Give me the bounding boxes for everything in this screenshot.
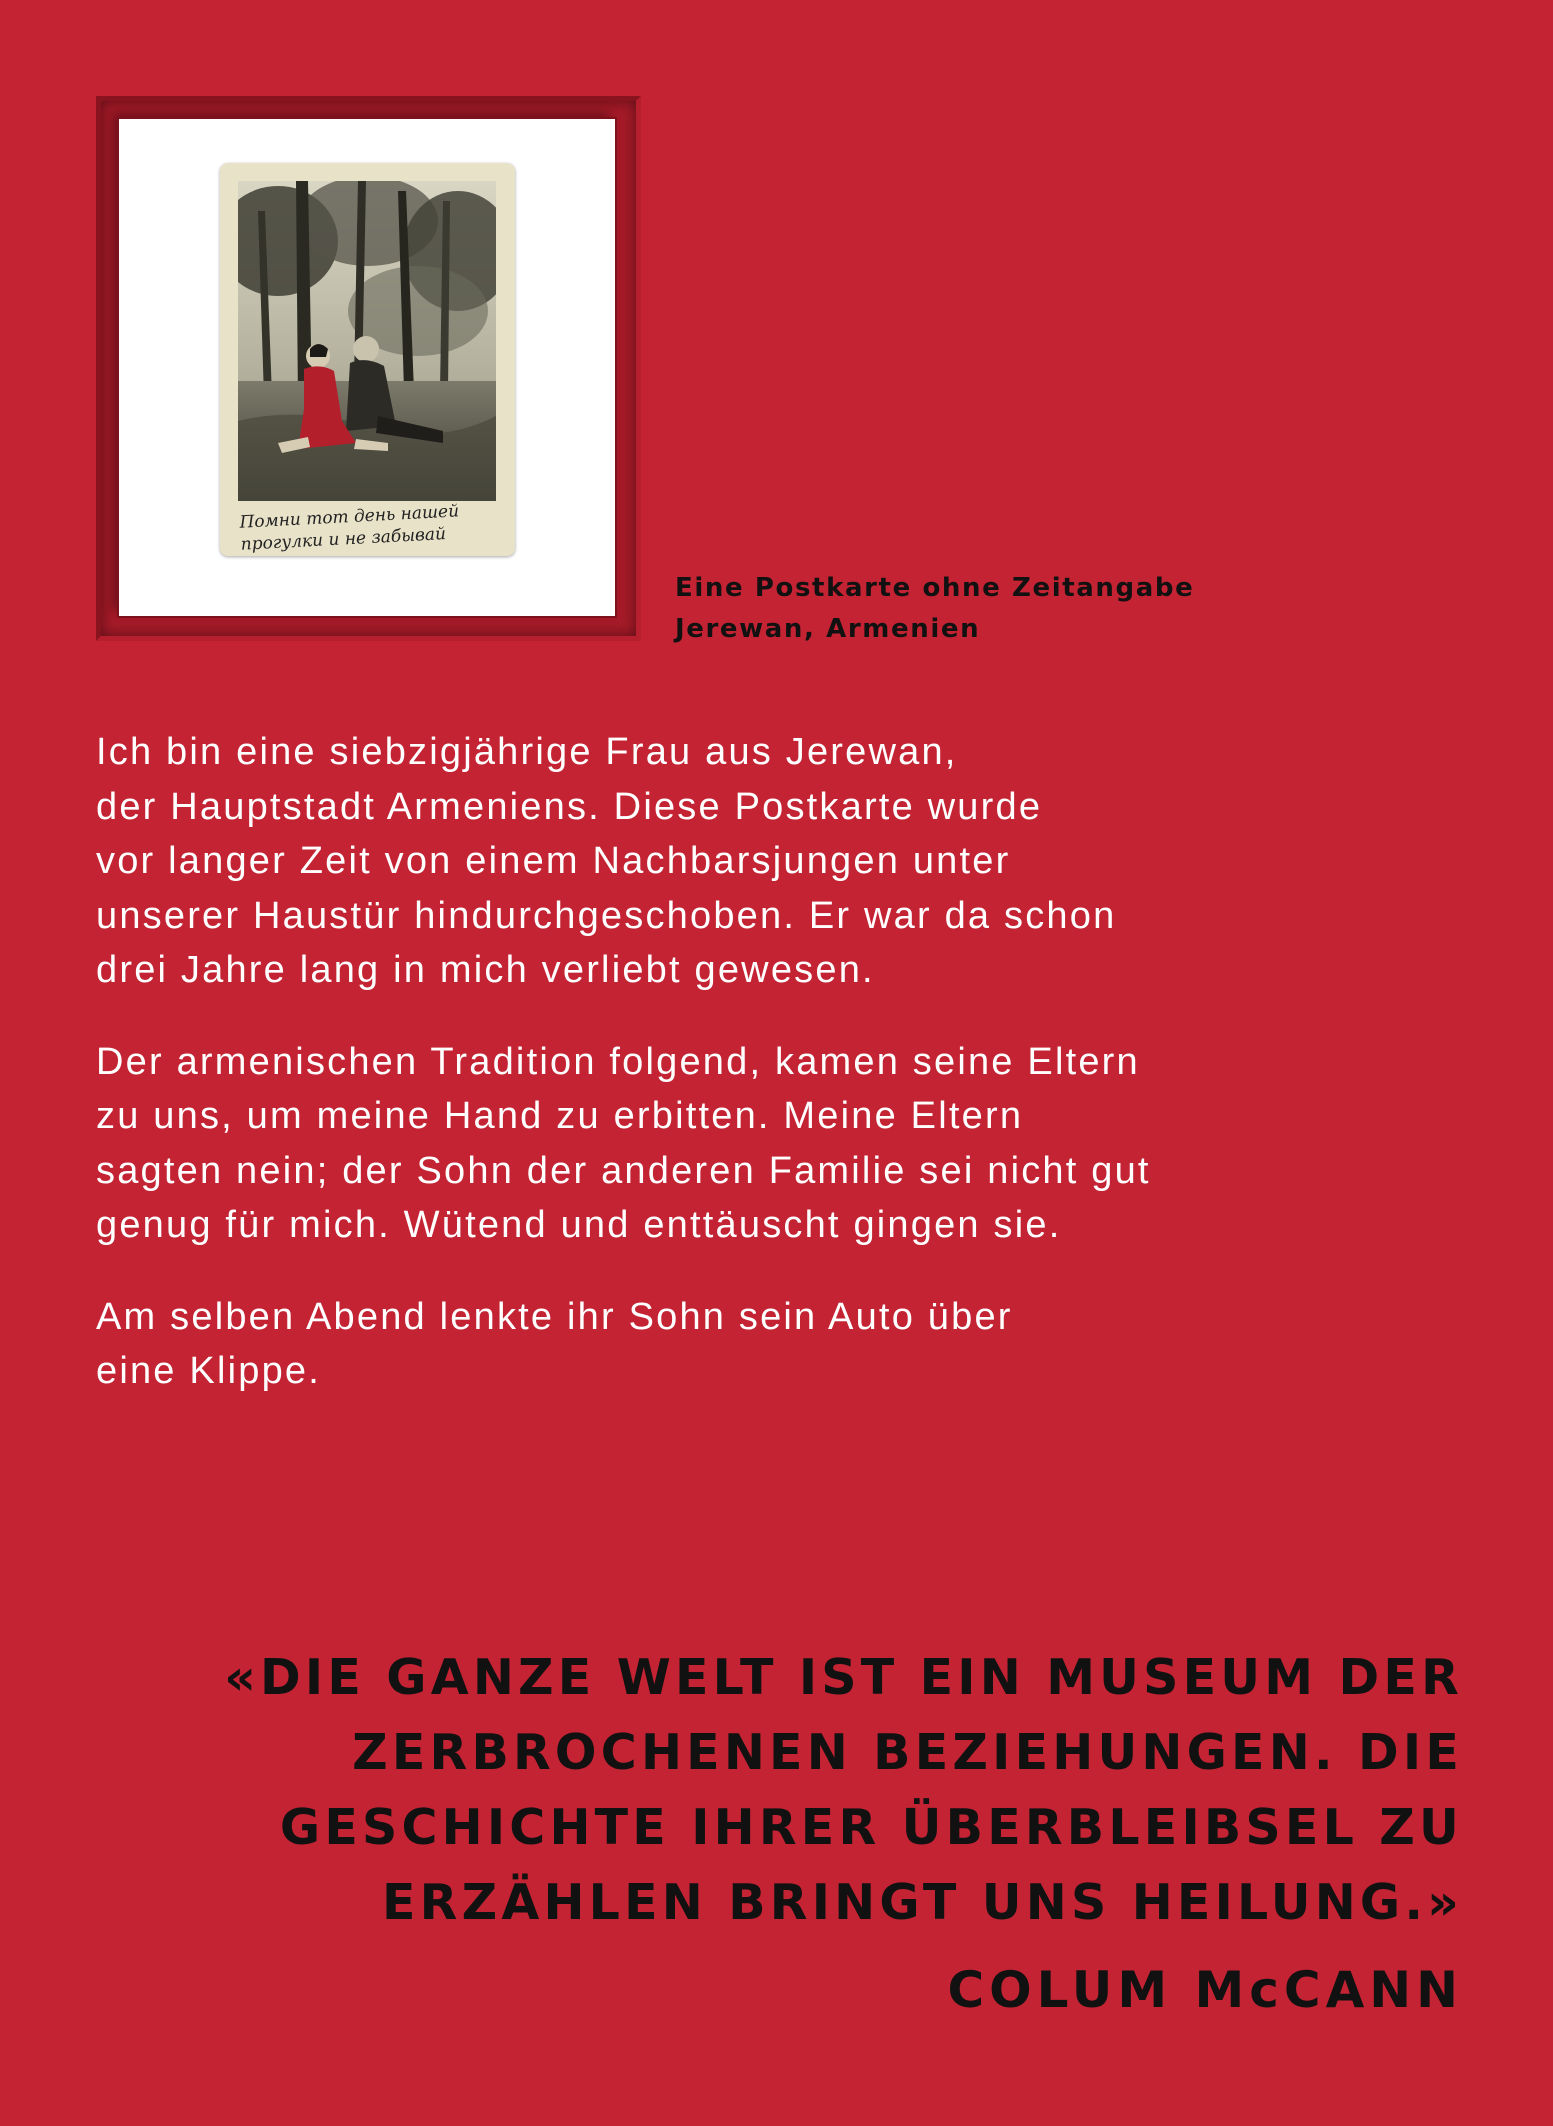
framed-postcard [96, 96, 641, 641]
paragraph [96, 1035, 1276, 1253]
caption-line: Jerewan, Armenien [675, 614, 981, 644]
text-line: unserer Haustür hindurchgeschoben. Er war da schon [96, 894, 1117, 937]
postcard-photo [220, 163, 515, 556]
image-caption [675, 568, 1194, 650]
vintage-couple-photo [238, 181, 496, 501]
quote-line: GESCHICHTE IHRER ÜBERBLEIBSEL ZU [279, 1799, 1463, 1856]
text-line: zu uns, um meine Hand zu erbitten. Meine Eltern [96, 1095, 1024, 1137]
text-line: vor langer Zeit von einem Nachbarsjungen unter [96, 840, 1011, 882]
text-line: Ich bin eine siebzigjährige Frau aus Jerewan, [96, 731, 958, 773]
pull-quote [224, 1640, 1463, 1940]
quote-line: «DIE GANZE WELT IST EIN MUSEUM DER [224, 1649, 1463, 1706]
text-line: drei Jahre lang in mich verliebt gewesen. [96, 949, 875, 991]
caption-line: Eine Postkarte ohne Zeitangabe [675, 573, 1195, 603]
postcard-handwriting: Помни тот день нашей прогулки и не забывай [239, 501, 460, 555]
text-line: eine Klippe. [96, 1350, 321, 1392]
text-line: Der armenischen Tradition folgend, kamen seine Eltern [96, 1040, 1140, 1083]
picture-mat [119, 119, 615, 616]
text-line: sagten nein; der Sohn der anderen Familie sei nicht gut [96, 1149, 1151, 1192]
quote-line: ZERBROCHENEN BEZIEHUNGEN. DIE [352, 1724, 1463, 1781]
story-text [96, 725, 1276, 1436]
quote-line: ERZÄHLEN BRINGT UNS HEILUNG.» [381, 1874, 1463, 1931]
paragraph [96, 1290, 1276, 1399]
text-line: genug für mich. Wütend und enttäuscht gingen sie. [96, 1204, 1062, 1246]
quote-author: COLUM McCANN [947, 1961, 1463, 2019]
text-line: Am selben Abend lenkte ihr Sohn sein Auto über [96, 1295, 1013, 1338]
text-line: der Hauptstadt Armeniens. Diese Postkarte wurde [96, 785, 1043, 828]
paragraph [96, 725, 1276, 998]
